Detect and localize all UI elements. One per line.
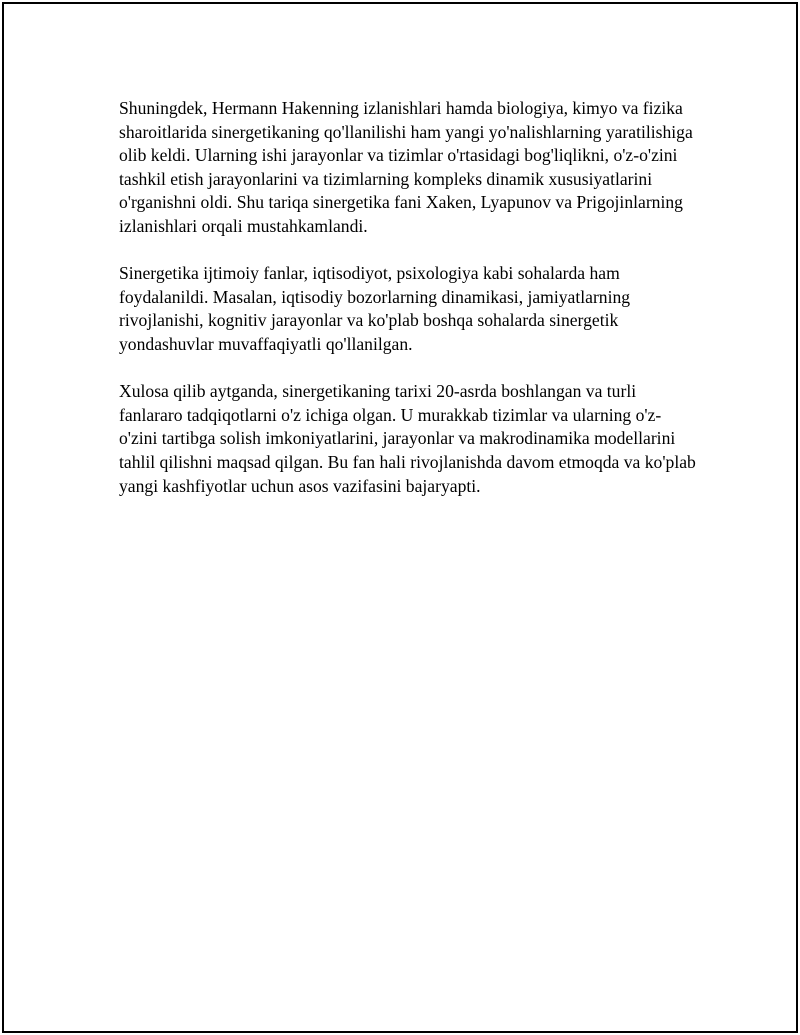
paragraph-1: Shuningdek, Hermann Hakenning izlanishlari hamda biologiya, kimyo va fizika sharoitlarida sinergetikaning qo'llanilishi ham yangi yo'nalishlarning yaratilishiga olib keldi. Ularning ishi jarayonlar va tizimlar o'rtasidagi bog'liqlikni, o'z-o'zini tashkil etish jarayonlarini va tizimlarning kompleks dinamik xususiyatlarini o'rganishni oldi. Shu tariqa sinergetika fani Xaken, Lyapunov va Prigojinlarning izlanishlari orqali mustahkamlandi.	[119, 98, 693, 236]
paragraph-3: Xulosa qilib aytganda, sinergetikaning tarixi 20-asrda boshlangan va turli fanlararo tadqiqotlarni o'z ichiga olgan. U murakkab tizimlar va ularning o'z-o'zini tartibga solish imkoniyatlarini, jarayonlar va makrodinamika modellarini tahlil qilishni maqsad qilgan. Bu fan hali rivojlanishda davom etmoqda va ko'plab yangi kashfiyotlar uchun asos vazifasini bajaryapti.	[119, 381, 696, 496]
document-body	[119, 97, 699, 522]
paragraph-2: Sinergetika ijtimoiy fanlar, iqtisodiyot, psixologiya kabi sohalarda ham foydalanildi. Masalan, iqtisodiy bozorlarning dinamikasi, jamiyatlarning rivojlanishi, kognitiv jarayonlar va ko'plab boshqa sohalarda sinergetik yondashuvlar muvaffaqiyatli qo'llanilgan.	[119, 263, 631, 354]
page-frame	[2, 2, 798, 1033]
